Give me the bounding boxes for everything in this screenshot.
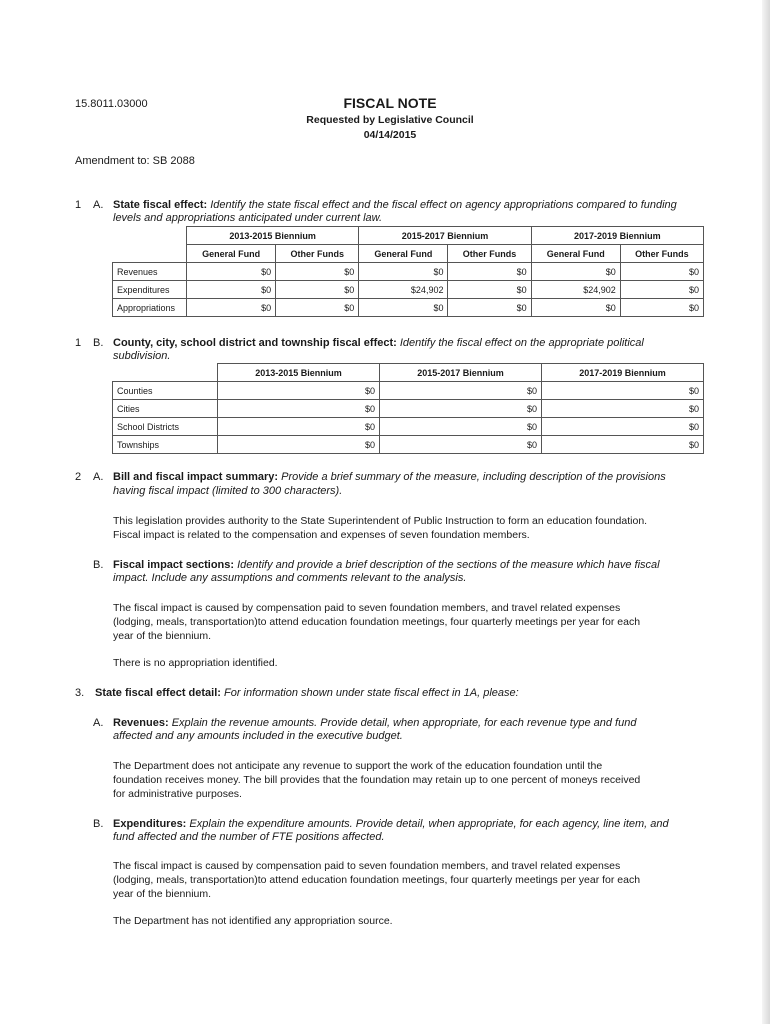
cell-value: $0 <box>620 281 703 299</box>
cell-value: $0 <box>542 382 704 400</box>
table-1a-biennium-header: 2015-2017 Biennium <box>359 227 531 245</box>
section-3a-body-3: for administrative purposes. <box>113 788 242 800</box>
section-2b-instruction: Identify and provide a brief description of the sections of the measure which have fiscal <box>237 559 660 571</box>
cell-value: $0 <box>276 299 359 317</box>
section-2b-body-3: year of the biennium. <box>113 630 212 642</box>
section-1a-heading-line <box>113 198 677 212</box>
section-2b-letter: B. <box>93 559 104 571</box>
cell-value: $0 <box>276 263 359 281</box>
cell-value: $0 <box>218 418 380 436</box>
table-row <box>113 263 704 281</box>
section-3a-heading-line <box>113 716 636 730</box>
section-3b-instruction-2: fund affected and the number of FTE positions affected. <box>113 831 385 843</box>
cell-value: $0 <box>218 382 380 400</box>
table-1a-fund-header: Other Funds <box>448 245 531 263</box>
table-row <box>113 382 704 400</box>
table-1a-fund-header: General Fund <box>359 245 448 263</box>
section-2a-instruction: Provide a brief summary of the measure, including description of the provisions <box>281 471 666 483</box>
table-1a-biennium-header: 2017-2019 Biennium <box>531 227 703 245</box>
table-row <box>113 400 704 418</box>
section-3b-letter: B. <box>93 818 104 830</box>
page-edge-shadow <box>762 0 770 1024</box>
cell-value: $0 <box>448 299 531 317</box>
section-3b-body-1: The fiscal impact is caused by compensation paid to seven foundation members, and travel related expenses <box>113 860 621 872</box>
row-label: Townships <box>113 436 218 454</box>
cell-value: $0 <box>620 299 703 317</box>
section-3b-body-3: year of the biennium. <box>113 888 212 900</box>
section-2a-heading: Bill and fiscal impact summary: <box>113 471 279 483</box>
cell-value: $0 <box>218 400 380 418</box>
section-3-heading: State fiscal effect detail: <box>95 687 221 699</box>
table-1a-fund-header: Other Funds <box>276 245 359 263</box>
cell-value: $0 <box>187 281 276 299</box>
table-row <box>113 436 704 454</box>
row-label: School Districts <box>113 418 218 436</box>
table-1a-fund-header: General Fund <box>187 245 276 263</box>
section-3b-body-2: (lodging, meals, transportation)to attend education foundation meetings, four quarterly meetings per year for each <box>113 874 641 886</box>
cell-value: $0 <box>380 400 542 418</box>
state-fiscal-effect-table <box>112 226 704 317</box>
cell-value: $0 <box>359 299 448 317</box>
table-row <box>113 281 704 299</box>
cell-value: $0 <box>542 400 704 418</box>
section-3a-heading: Revenues: <box>113 717 169 729</box>
cell-value: $24,902 <box>531 281 620 299</box>
row-label: Appropriations <box>113 299 187 317</box>
document-date: 04/14/2015 <box>363 129 417 141</box>
table-1b-biennium-header: 2017-2019 Biennium <box>542 364 704 382</box>
cell-value: $0 <box>531 263 620 281</box>
section-3a-instruction: Explain the revenue amounts. Provide detail, when appropriate, for each revenue type and fund <box>171 717 637 729</box>
section-1b-letter: B. <box>93 337 104 349</box>
document-number: 15.8011.03000 <box>75 98 148 110</box>
section-2a-instruction-2: having fiscal impact (limited to 300 characters). <box>113 485 343 497</box>
section-3b-instruction: Explain the expenditure amounts. Provide detail, when appropriate, for each agency, line item, and <box>189 818 669 830</box>
section-3-number: 3. <box>75 687 85 699</box>
section-3b-body-4: The Department has not identified any appropriation source. <box>113 915 393 927</box>
section-2b-instruction-2: impact. Include any assumptions and comments relevant to the analysis. <box>113 572 467 584</box>
section-3a-instruction-2: affected and any amounts included in the executive budget. <box>113 730 403 742</box>
section-3b-heading: Expenditures: <box>113 818 187 830</box>
row-label: Revenues <box>113 263 187 281</box>
section-2a-body-1: This legislation provides authority to the State Superintendent of Public Instruction to form an education foundation. <box>113 515 648 527</box>
row-label: Cities <box>113 400 218 418</box>
section-3a-body-1: The Department does not anticipate any revenue to support the work of the education foundation until the <box>113 760 603 772</box>
section-3-heading-line <box>95 686 519 700</box>
section-1b-heading-line <box>113 336 644 350</box>
amendment-line: Amendment to: SB 2088 <box>75 155 195 167</box>
cell-value: $0 <box>380 382 542 400</box>
section-2b-heading-line <box>113 558 660 572</box>
section-3-instruction: For information shown under state fiscal effect in 1A, please: <box>224 687 519 699</box>
table-1b-biennium-header: 2013-2015 Biennium <box>218 364 380 382</box>
section-1b-number: 1 <box>75 337 82 349</box>
cell-value: $0 <box>542 418 704 436</box>
section-3a-body-2: foundation receives money. The bill provides that the foundation may retain up to one percent of moneys received <box>113 774 641 786</box>
section-1a-instruction-2: levels and appropriations anticipated under current law. <box>113 212 383 224</box>
local-fiscal-effect-table <box>112 363 704 454</box>
section-1a-heading: State fiscal effect: <box>113 199 208 211</box>
cell-value: $0 <box>448 263 531 281</box>
cell-value: $0 <box>380 418 542 436</box>
cell-value: $0 <box>218 436 380 454</box>
cell-value: $0 <box>187 299 276 317</box>
section-2b-body-2: (lodging, meals, transportation)to attend education foundation meetings, four quarterly meetings per year for each <box>113 616 641 628</box>
cell-value: $0 <box>448 281 531 299</box>
document-title: FISCAL NOTE <box>343 95 437 111</box>
table-1a-fund-header: General Fund <box>531 245 620 263</box>
section-3a-letter: A. <box>93 717 104 729</box>
row-label: Expenditures <box>113 281 187 299</box>
cell-value: $0 <box>359 263 448 281</box>
section-2a-heading-line <box>113 470 666 484</box>
section-1a-letter: A. <box>93 199 104 211</box>
section-1a-number: 1 <box>75 199 82 211</box>
table-1a-biennium-header: 2013-2015 Biennium <box>187 227 359 245</box>
cell-value: $0 <box>380 436 542 454</box>
table-row <box>113 299 704 317</box>
cell-value: $0 <box>187 263 276 281</box>
cell-value: $24,902 <box>359 281 448 299</box>
cell-value: $0 <box>531 299 620 317</box>
section-2a-letter: A. <box>93 471 104 483</box>
section-1b-instruction-2: subdivision. <box>113 350 171 362</box>
section-2a-number: 2 <box>75 471 82 483</box>
section-1a-instruction: Identify the state fiscal effect and the fiscal effect on agency appropriations compared to funding <box>210 199 677 211</box>
table-1b-biennium-header: 2015-2017 Biennium <box>380 364 542 382</box>
cell-value: $0 <box>542 436 704 454</box>
section-2a-body-2: Fiscal impact is related to the compensation and expenses of seven foundation members. <box>113 529 530 541</box>
section-1b-instruction: Identify the fiscal effect on the appropriate political <box>399 337 644 349</box>
section-2b-body-4: There is no appropriation identified. <box>113 657 278 669</box>
table-1a-fund-header: Other Funds <box>620 245 703 263</box>
cell-value: $0 <box>620 263 703 281</box>
table-row <box>113 418 704 436</box>
section-2b-heading: Fiscal impact sections: <box>113 559 235 571</box>
row-label: Counties <box>113 382 218 400</box>
section-3b-heading-line <box>113 817 669 831</box>
section-2b-body-1: The fiscal impact is caused by compensation paid to seven foundation members, and travel related expenses <box>113 602 621 614</box>
requested-by: Requested by Legislative Council <box>306 114 474 126</box>
section-1b-heading: County, city, school district and township fiscal effect: <box>113 337 397 349</box>
cell-value: $0 <box>276 281 359 299</box>
